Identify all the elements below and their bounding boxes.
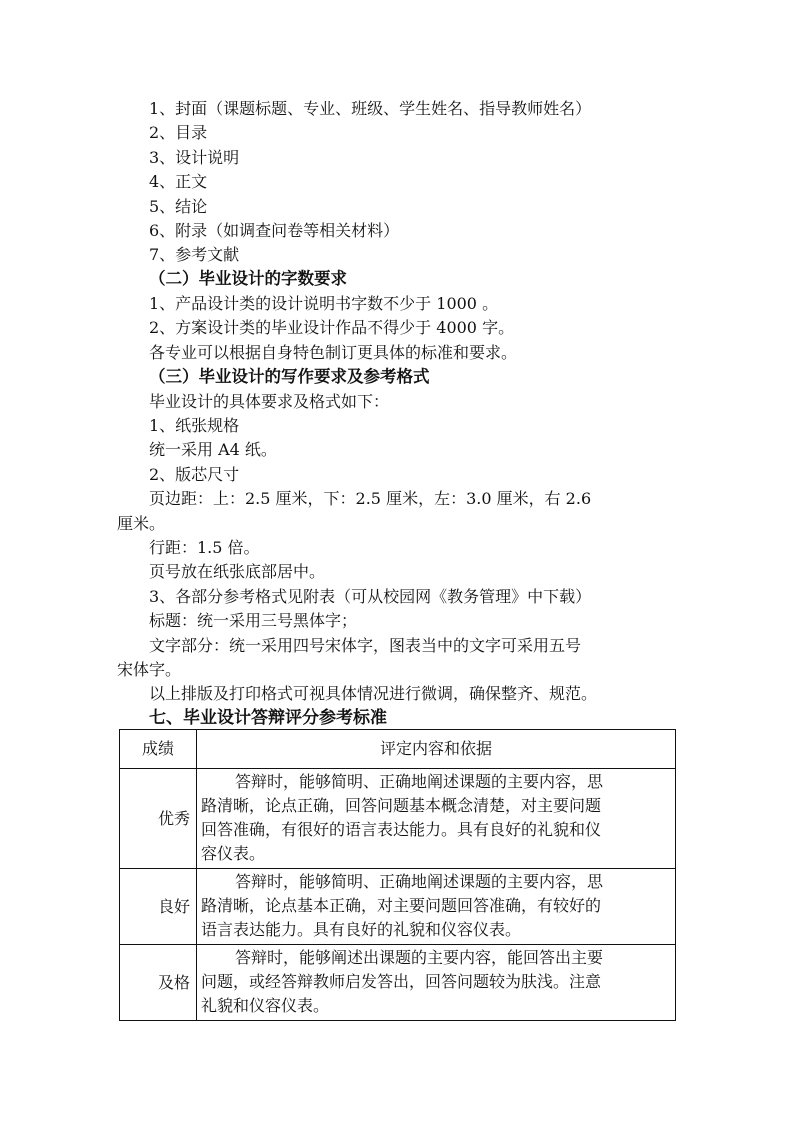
- table-header-grade: 成绩: [120, 730, 197, 769]
- criteria-line-text: 答辩时，能够简明、正确地阐述课题的主要内容，思: [235, 772, 604, 791]
- criteria-line: [201, 946, 671, 970]
- list-item-design-notes: 3、设计说明: [149, 148, 240, 167]
- criteria-line: 路清晰，论点基本正确，对主要问题回答准确，有较好的: [201, 896, 602, 915]
- list-item-references: 7、参考文献: [149, 245, 240, 264]
- criteria-line: 容仪表。: [201, 844, 266, 863]
- page-number-note: 页号放在纸张底部居中。: [149, 562, 326, 581]
- table-header-criteria: 评定内容和依据: [197, 730, 676, 769]
- table-row: [120, 869, 676, 945]
- title-font-rule: 标题：统一采用三号黑体字；: [149, 611, 358, 630]
- layout-size-title: 2、版芯尺寸: [149, 465, 240, 484]
- criteria-line: 问题，或经答辩教师启发答出，回答问题较为肤浅。注意: [201, 972, 602, 991]
- adjustment-note: 以上排版及打印格式可视具体情况进行微调，确保整齐、规范。: [149, 684, 598, 703]
- grading-table: [119, 729, 676, 1021]
- paper-spec-title: 1、纸张规格: [149, 416, 240, 435]
- grade-cell: 良好: [120, 869, 197, 945]
- criteria-line: 语言表达能力。具有良好的礼貌和仪容仪表。: [201, 920, 522, 939]
- format-intro: 毕业设计的具体要求及格式如下：: [149, 392, 390, 411]
- margins-line-2: 厘米。: [117, 514, 166, 533]
- table-row: [120, 769, 676, 869]
- grade-cell: 优秀: [120, 769, 197, 869]
- line-spacing: 行距：1.5 倍。: [149, 538, 260, 557]
- margins-line-1: 页边距：上：2.5 厘米，下：2.5 厘米，左：3.0 厘米，右 2.6: [149, 489, 592, 508]
- word-count-product: 1、产品设计类的设计说明书字数不少于 1000 。: [149, 294, 499, 313]
- criteria-line: 礼貌和仪容仪表。: [201, 996, 330, 1015]
- grade-cell: 及格: [120, 945, 197, 1021]
- list-item-appendix: 6、附录（如调查问卷等相关材料）: [149, 221, 400, 240]
- list-item-cover: 1、封面（课题标题、专业、班级、学生姓名、指导教师姓名）: [149, 99, 592, 118]
- word-count-plan: 2、方案设计类的毕业设计作品不得少于 4000 字。: [149, 318, 515, 337]
- criteria-cell: [197, 869, 676, 945]
- list-item-body: 4、正文: [149, 172, 208, 191]
- section-heading-defense-grading: 七、毕业设计答辩评分参考标准: [149, 708, 387, 728]
- section-heading-word-count: （二）毕业设计的字数要求: [149, 269, 347, 288]
- criteria-line: 路清晰，论点正确，回答问题基本概念清楚，对主要问题: [201, 796, 602, 815]
- criteria-line: [201, 870, 671, 894]
- criteria-line-text: 答辩时，能够阐述出课题的主要内容，能回答出主要: [235, 948, 604, 967]
- criteria-cell: [197, 769, 676, 869]
- list-item-toc: 2、目录: [149, 123, 208, 142]
- text-font-rule-2: 宋体字。: [117, 660, 182, 679]
- word-count-note: 各专业可以根据自身特色制订更具体的标准和要求。: [149, 343, 518, 362]
- format-reference: 3、各部分参考格式见附表（可从校园网《教务管理》中下载）: [149, 587, 592, 606]
- criteria-line-text: 答辩时，能够简明、正确地阐述课题的主要内容，思: [235, 872, 604, 891]
- table-header-row: [120, 730, 676, 769]
- table-row: [120, 945, 676, 1021]
- text-font-rule-1: 文字部分：统一采用四号宋体字，图表当中的文字可采用五号: [149, 636, 582, 655]
- criteria-line: 回答准确，有很好的语言表达能力。具有良好的礼貌和仪: [201, 820, 602, 839]
- criteria-line: [201, 770, 671, 794]
- list-item-conclusion: 5、结论: [149, 197, 208, 216]
- paper-spec-text: 统一采用 A4 纸。: [149, 440, 277, 459]
- criteria-cell: [197, 945, 676, 1021]
- section-heading-format: （三）毕业设计的写作要求及参考格式: [149, 367, 430, 386]
